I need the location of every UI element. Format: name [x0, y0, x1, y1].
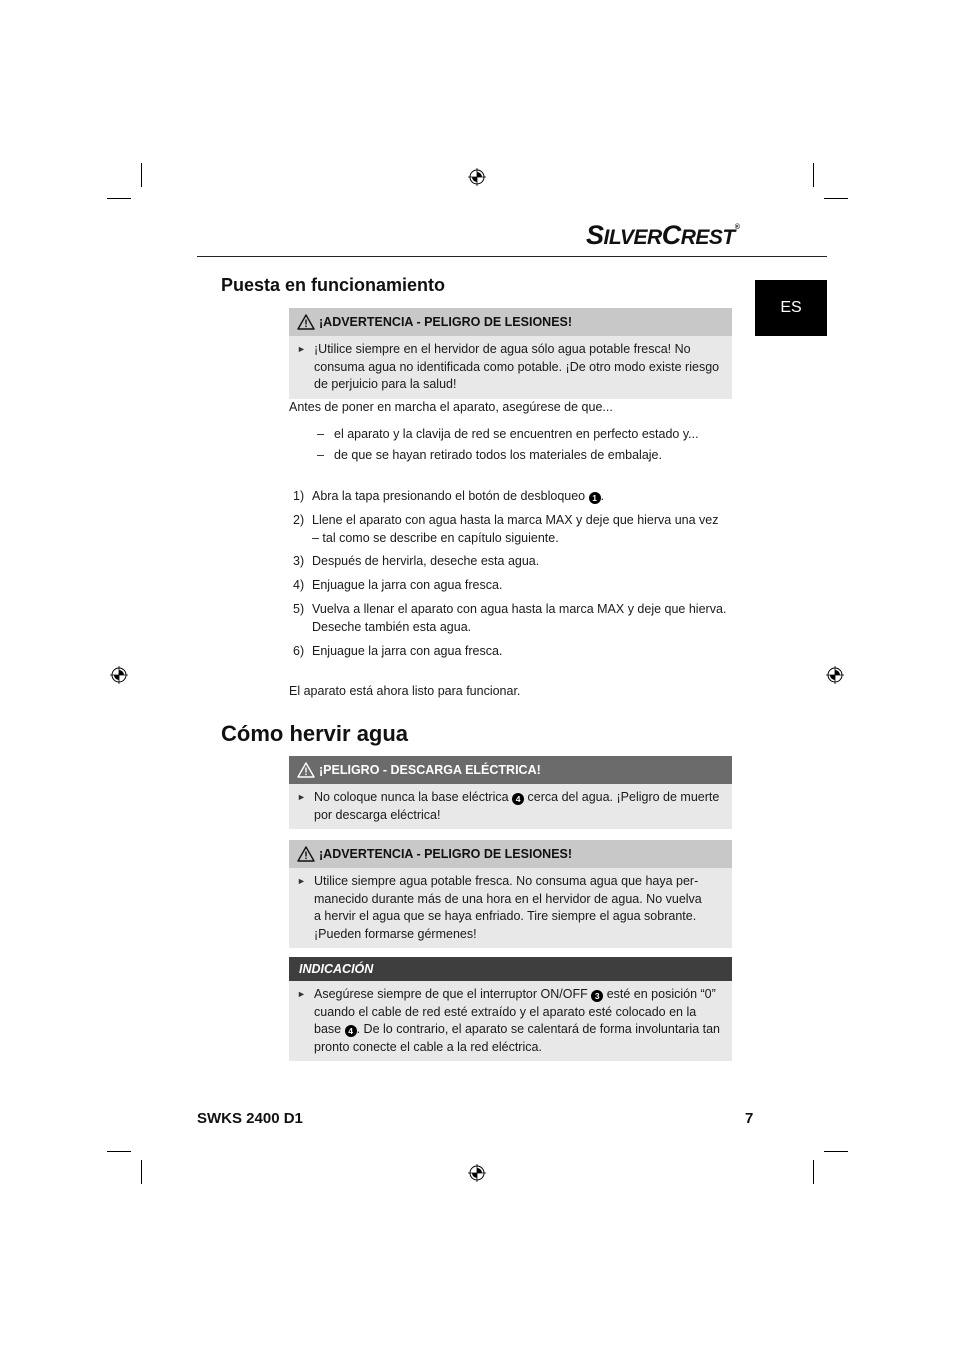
- note-heading: INDICACIÓN: [289, 957, 732, 981]
- crop-mark: [141, 163, 142, 187]
- warning-box-injury: [289, 308, 732, 399]
- warning-triangle-icon: [297, 762, 315, 778]
- note-body: ► Asegúrese siempre de que el interruptor ON/OFF 3 esté en posición “0” cuando el cable de red esté extraído y el aparato esté colocado en la base 4 . De lo contrario, el aparato se calentará de forma involuntaria tan pronto conecte el cable a la red eléctrica.: [289, 981, 732, 1061]
- bullet-arrow-icon: ►: [297, 989, 306, 999]
- page-number: 7: [745, 1110, 754, 1127]
- warning-triangle-icon: [297, 314, 315, 330]
- danger-body: ► No coloque nunca la base eléctrica 4 cerca del agua. ¡Peligro de muerte por descarga eléctrica!: [289, 784, 732, 829]
- intro-text: Antes de poner en marcha el aparato, asegúrese de que...: [289, 400, 613, 414]
- warning-triangle-icon: [297, 846, 315, 862]
- ref-number-badge: 1: [589, 492, 601, 504]
- bullet-arrow-icon: ►: [297, 876, 306, 886]
- step-item: 3) Después de hervirla, deseche esta agua.: [293, 554, 540, 568]
- warning-body: ► ¡Utilice siempre en el hervidor de agua sólo agua potable fresca! No consuma agua no identificada como potable. ¡De otro modo existe riesgo de perjuicio para la salud!: [289, 336, 732, 399]
- crop-mark: [107, 198, 131, 199]
- step-item: 2) Llene el aparato con agua hasta la marca MAX y deje que hierva una vez – tal como se describe en capítulo siguiente.: [293, 513, 719, 545]
- crop-mark: [813, 1160, 814, 1184]
- bullet-arrow-icon: ►: [297, 792, 306, 802]
- step-item: 6) Enjuague la jarra con agua fresca.: [293, 644, 503, 658]
- bullet-arrow-icon: ►: [297, 344, 306, 354]
- crop-mark: [813, 163, 814, 187]
- step-item: 1) Abra la tapa presionando el botón de desbloqueo 1 .: [293, 489, 605, 503]
- step-item: 4) Enjuague la jarra con agua fresca.: [293, 578, 503, 592]
- warning-body: ► Utilice siempre agua potable fresca. No consuma agua que haya per- manecido durante más de una hora en el hervidor de agua. No vuelva a hervir el agua que se haya enfriado. Tire siempre el agua sobrante. ¡Pueden formarse gérmenes!: [289, 868, 732, 948]
- brand-logo: SILVERCREST®: [586, 220, 740, 250]
- section-title-setup: Puesta en funcionamiento: [221, 275, 446, 295]
- warning-heading: ¡ADVERTENCIA - PELIGRO DE LESIONES!: [289, 840, 732, 868]
- step-item: 5) Vuelva a llenar el aparato con agua hasta la marca MAX y deje que hierva. Deseche también esta agua.: [293, 602, 727, 634]
- crop-mark: [824, 198, 848, 199]
- danger-box-electric: [289, 756, 732, 829]
- crop-mark: [107, 1151, 131, 1152]
- ready-text: El aparato está ahora listo para funcionar.: [289, 684, 521, 698]
- language-tab: ES: [755, 280, 827, 336]
- check-item: – el aparato y la clavija de red se encuentren en perfecto estado y...: [317, 427, 699, 441]
- footer-model-number: SWKS 2400 D1: [197, 1110, 303, 1127]
- ref-number-badge: 4: [512, 793, 524, 805]
- danger-heading: ¡PELIGRO - DESCARGA ELÉCTRICA!: [289, 756, 732, 784]
- note-box: [289, 957, 732, 1061]
- section-title-boil: Cómo hervir agua: [221, 721, 409, 746]
- ref-number-badge: 3: [591, 990, 603, 1002]
- header-rule: [197, 256, 827, 257]
- registration-mark-icon: [468, 1164, 486, 1182]
- check-item: – de que se hayan retirado todos los materiales de embalaje.: [317, 448, 662, 462]
- registration-mark-icon: [110, 666, 128, 684]
- ref-number-badge: 4: [345, 1025, 357, 1037]
- warning-heading: ¡ADVERTENCIA - PELIGRO DE LESIONES!: [289, 308, 732, 336]
- crop-mark: [141, 1160, 142, 1184]
- registration-mark-icon: [826, 666, 844, 684]
- crop-mark: [824, 1151, 848, 1152]
- warning-box-injury-2: [289, 840, 732, 948]
- registration-mark-icon: [468, 168, 486, 186]
